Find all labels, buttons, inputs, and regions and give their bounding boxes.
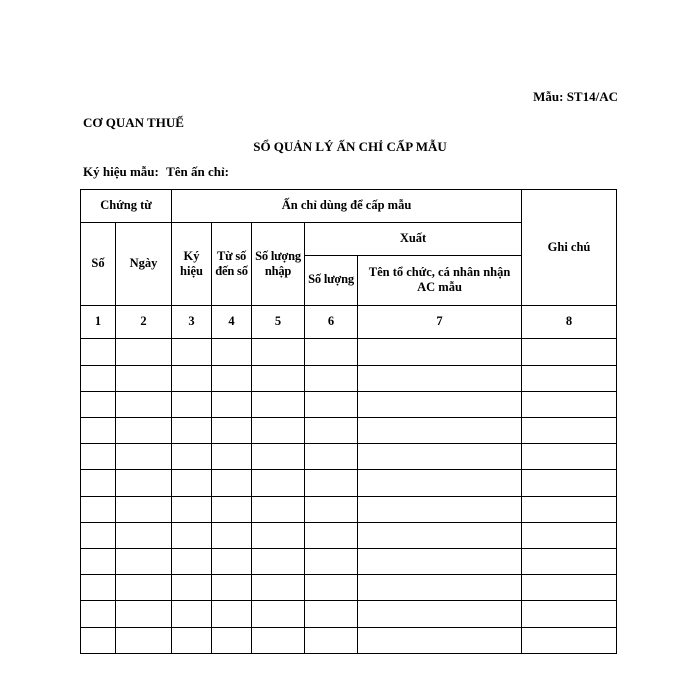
table-cell xyxy=(212,549,252,575)
header-date: Ngày xyxy=(116,223,172,306)
table-cell xyxy=(358,522,522,548)
table-cell xyxy=(252,339,305,365)
table-cell xyxy=(305,391,358,417)
table-cell xyxy=(522,522,617,548)
table-row xyxy=(81,470,617,496)
table-cell xyxy=(358,391,522,417)
table-cell xyxy=(212,417,252,443)
header-recipient-line2: AC mẫu xyxy=(417,280,462,295)
form-code: Mẫu: ST14/AC xyxy=(533,89,618,104)
table-cell xyxy=(116,522,172,548)
table-cell xyxy=(116,339,172,365)
table-cell xyxy=(252,601,305,627)
table-cell xyxy=(358,601,522,627)
table-cell xyxy=(81,627,116,653)
header-from-to xyxy=(212,223,252,306)
table-cell xyxy=(172,417,212,443)
column-number-row xyxy=(81,305,617,338)
table-cell xyxy=(252,522,305,548)
table-row xyxy=(81,549,617,575)
table-cell xyxy=(212,601,252,627)
sample-symbol-label: Ký hiệu mẫu: xyxy=(83,164,159,179)
table-cell xyxy=(305,365,358,391)
table-cell xyxy=(522,417,617,443)
table-cell xyxy=(305,417,358,443)
table-cell xyxy=(116,470,172,496)
table-cell xyxy=(252,444,305,470)
table-cell xyxy=(358,627,522,653)
table-cell xyxy=(358,575,522,601)
table-cell xyxy=(522,444,617,470)
table-cell xyxy=(81,470,116,496)
header-recipient-line1: Tên tổ chức, cá nhân nhận xyxy=(368,264,511,279)
header-symbol xyxy=(172,223,212,306)
table-cell xyxy=(212,470,252,496)
header-symbol-line1: Ký xyxy=(183,248,200,263)
table-cell xyxy=(172,522,212,548)
table-row xyxy=(81,417,617,443)
table-cell xyxy=(81,496,116,522)
column-number: 8 xyxy=(522,305,617,338)
table-cell xyxy=(172,549,212,575)
table-cell xyxy=(252,470,305,496)
table-cell xyxy=(172,575,212,601)
table-cell xyxy=(116,549,172,575)
table-cell xyxy=(252,575,305,601)
header-number: Số xyxy=(81,223,116,306)
table-cell xyxy=(522,601,617,627)
column-number: 1 xyxy=(81,305,116,338)
table-row xyxy=(81,391,617,417)
table-cell xyxy=(522,470,617,496)
table-cell xyxy=(305,444,358,470)
table-cell xyxy=(81,575,116,601)
table-cell xyxy=(116,444,172,470)
agency-name: CƠ QUAN THUẾ xyxy=(83,115,184,130)
header-import-qty-line2: nhập xyxy=(264,264,292,279)
table-cell xyxy=(522,627,617,653)
table-cell xyxy=(212,391,252,417)
table-cell xyxy=(81,444,116,470)
table-cell xyxy=(358,549,522,575)
table-cell xyxy=(305,522,358,548)
table-cell xyxy=(212,496,252,522)
table-cell xyxy=(358,365,522,391)
header-recipient xyxy=(358,255,522,305)
table-cell xyxy=(522,391,617,417)
column-number: 5 xyxy=(252,305,305,338)
table-cell xyxy=(81,391,116,417)
table-row xyxy=(81,365,617,391)
header-note: Ghi chú xyxy=(522,190,617,306)
table-cell xyxy=(305,601,358,627)
table-cell xyxy=(252,549,305,575)
table-cell xyxy=(305,627,358,653)
table-cell xyxy=(522,365,617,391)
table-cell xyxy=(212,627,252,653)
table-cell xyxy=(172,365,212,391)
table-row xyxy=(81,444,617,470)
header-issue-group: Xuất xyxy=(305,223,522,255)
table-row xyxy=(81,575,617,601)
column-number: 7 xyxy=(358,305,522,338)
table-cell xyxy=(522,575,617,601)
table-cell xyxy=(172,339,212,365)
table-cell xyxy=(212,339,252,365)
header-labels xyxy=(83,164,229,180)
table-cell xyxy=(252,496,305,522)
table-row xyxy=(81,522,617,548)
table-cell xyxy=(172,496,212,522)
table-cell xyxy=(305,470,358,496)
header-import-qty xyxy=(252,223,305,306)
column-number: 4 xyxy=(212,305,252,338)
table-cell xyxy=(172,601,212,627)
table-row xyxy=(81,496,617,522)
table-cell xyxy=(116,391,172,417)
header-from-line2: đến số xyxy=(215,264,248,279)
table-cell xyxy=(522,339,617,365)
table-cell xyxy=(305,496,358,522)
table-cell xyxy=(81,417,116,443)
table-cell xyxy=(212,575,252,601)
table-cell xyxy=(522,496,617,522)
header-document-group: Chứng từ xyxy=(81,190,172,223)
table-cell xyxy=(358,417,522,443)
blank-rows xyxy=(81,339,617,654)
receipt-name-label: Tên ấn chỉ: xyxy=(166,164,229,179)
table-cell xyxy=(81,522,116,548)
table-cell xyxy=(116,417,172,443)
table-cell xyxy=(81,339,116,365)
table-row xyxy=(81,627,617,653)
table-cell xyxy=(358,444,522,470)
table-cell xyxy=(305,575,358,601)
table-cell xyxy=(172,444,212,470)
page-title: SỔ QUẢN LÝ ẤN CHỈ CẤP MẪU xyxy=(253,139,447,154)
table-cell xyxy=(252,417,305,443)
table-cell xyxy=(212,365,252,391)
header-import-qty-line1: Số lượng xyxy=(255,248,301,263)
table-cell xyxy=(358,339,522,365)
table-cell xyxy=(116,627,172,653)
table-cell xyxy=(305,549,358,575)
table-cell xyxy=(81,549,116,575)
table-cell xyxy=(116,496,172,522)
table-row xyxy=(81,601,617,627)
table-cell xyxy=(358,496,522,522)
table-cell xyxy=(81,601,116,627)
header-issue-qty: Số lượng xyxy=(305,255,358,305)
table-cell xyxy=(305,339,358,365)
table-cell xyxy=(212,444,252,470)
table-cell xyxy=(116,575,172,601)
table-cell xyxy=(252,627,305,653)
header-receipts-group: Ấn chỉ dùng để cấp mẫu xyxy=(172,190,522,223)
column-number: 6 xyxy=(305,305,358,338)
table-cell xyxy=(172,470,212,496)
header-from-line1: Từ số xyxy=(216,248,247,263)
table-cell xyxy=(172,627,212,653)
table-cell xyxy=(252,391,305,417)
table-cell xyxy=(172,391,212,417)
table-row xyxy=(81,339,617,365)
table-cell xyxy=(116,601,172,627)
table-cell xyxy=(116,365,172,391)
ledger-table xyxy=(80,189,617,654)
table-cell xyxy=(522,549,617,575)
table-cell xyxy=(252,365,305,391)
column-number: 3 xyxy=(172,305,212,338)
table-cell xyxy=(81,365,116,391)
table-cell xyxy=(212,522,252,548)
table-cell xyxy=(358,470,522,496)
header-symbol-line2: hiệu xyxy=(180,264,203,279)
column-number: 2 xyxy=(116,305,172,338)
